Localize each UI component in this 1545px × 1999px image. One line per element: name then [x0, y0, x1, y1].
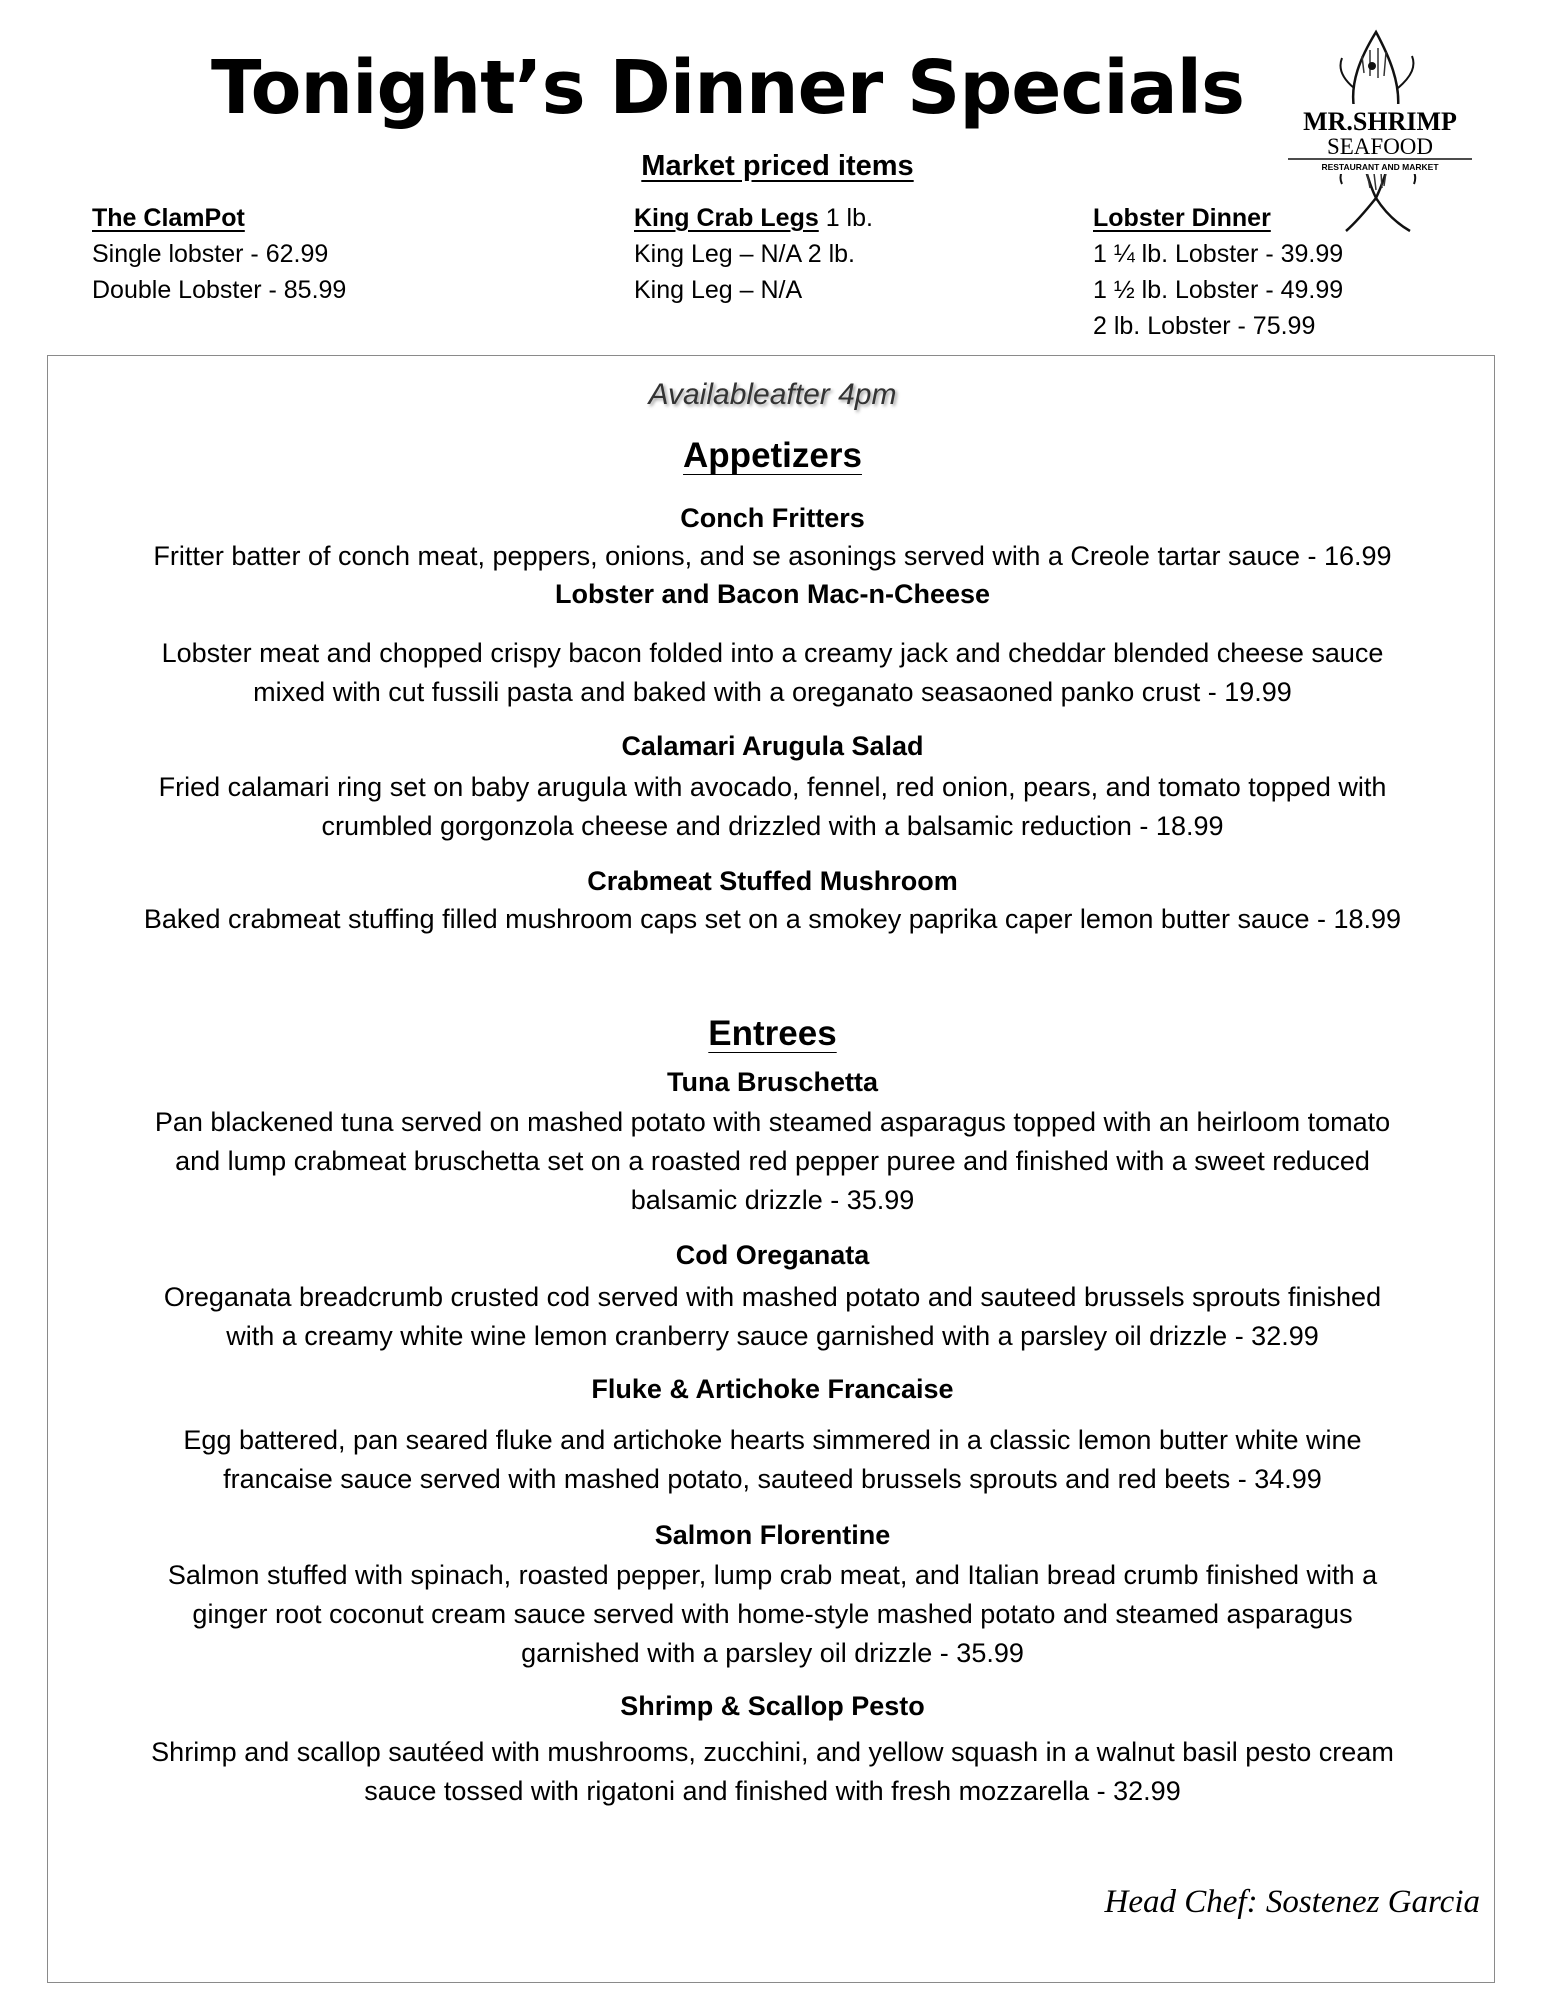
dish-name: Tuna Bruschetta: [666, 1067, 879, 1097]
dish-name: Fluke & Artichoke Francaise: [591, 1374, 954, 1404]
clampot-line: Double Lobster - 85.99: [92, 276, 347, 304]
market-king-crab: [634, 200, 873, 308]
logo-name-line2: SEAFOOD: [1326, 134, 1434, 159]
dish-description: Baked crabmeat stuffing filled mushroom caps set on a smokey paprika caper lemon butter sauce - 18.99: [143, 904, 1402, 934]
market-clampot: [92, 200, 346, 308]
lobster-dinner-line: 1 ½ lb. Lobster - 49.99: [1093, 276, 1344, 304]
logo-name-line1: MR.SHRIMP: [1303, 107, 1457, 136]
dish-description: Salmon stuffed with spinach, roasted pepper, lump crab meat, and Italian bread crumb finished with a ginger root coconut cream sauce served with home-style mashed potato and steamed asparagus garnished with a parsley oil drizzle - 35.99: [167, 1560, 1378, 1668]
dish-description: Shrimp and scallop sautéed with mushrooms, zucchini, and yellow squash in a walnut basil pesto cream sauce tossed with rigatoni and finished with fresh mozzarella - 32.99: [151, 1737, 1394, 1806]
king-crab-line: King Leg – N/A: [634, 276, 803, 304]
head-chef-signature: Head Chef: Sostenez Garcia: [1104, 1884, 1480, 1920]
market-lobster-dinner: [1093, 200, 1343, 344]
dish-name: Crabmeat Stuffed Mushroom: [587, 866, 958, 896]
lobster-dinner-heading: Lobster Dinner: [1093, 204, 1271, 232]
availability-note: Availableafter 4pm: [648, 378, 897, 411]
page-title: Tonight’s Dinner Specials: [210, 45, 1245, 131]
dish-description: Fried calamari ring set on baby arugula with avocado, fennel, red onion, pears, and tomato topped with crumbled gorgonzola cheese and drizzled with a balsamic reduction - 18.99: [158, 772, 1387, 841]
king-crab-heading: King Crab Legs: [634, 204, 819, 232]
king-crab-line: King Leg – N/A 2 lb.: [634, 240, 855, 268]
dish-description: Lobster meat and chopped crispy bacon folded into a creamy jack and cheddar blended cheese sauce mixed with cut fussili pasta and baked with a oreganato seasaoned panko crust - 19.99: [161, 638, 1384, 707]
dish-description: Fritter batter of conch meat, peppers, onions, and se asonings served with a Creole tartar sauce - 16.99: [153, 541, 1392, 571]
entrees-heading: Entrees: [708, 1014, 837, 1053]
dish-name: Calamari Arugula Salad: [621, 731, 924, 761]
dish-description: Egg battered, pan seared fluke and artichoke hearts simmered in a classic lemon butter white wine francaise sauce served with mashed potato, sauteed brussels sprouts and red beets - 34.99: [183, 1425, 1362, 1494]
lobster-dinner-line: 1 ¼ lb. Lobster - 39.99: [1093, 240, 1344, 268]
clampot-heading: The ClamPot: [92, 204, 245, 232]
dish-name: Cod Oreganata: [675, 1240, 870, 1270]
logo-tagline: RESTAURANT AND MARKET: [1321, 162, 1439, 172]
dish-description: Oreganata breadcrumb crusted cod served with mashed potato and sauteed brussels sprouts finished with a creamy white wine lemon cranberry sauce garnished with a parsley oil drizzle - 32.99: [163, 1282, 1382, 1351]
dish-name: Salmon Florentine: [654, 1520, 891, 1550]
dish-name: Lobster and Bacon Mac-n-Cheese: [554, 579, 991, 609]
clampot-line: Single lobster - 62.99: [92, 240, 329, 268]
dish-name: Conch Fritters: [680, 503, 865, 533]
king-crab-weight: 1 lb.: [818, 204, 873, 232]
dish-description: Pan blackened tuna served on mashed potato with steamed asparagus topped with an heirloom tomato and lump crabmeat bruschetta set on a roasted red pepper puree and finished with a sweet reduced balsamic drizzle - 35.99: [154, 1107, 1391, 1215]
appetizers-heading: Appetizers: [683, 436, 862, 475]
lobster-dinner-line: 2 lb. Lobster - 75.99: [1093, 312, 1316, 340]
dish-name: Shrimp & Scallop Pesto: [620, 1691, 925, 1721]
market-subtitle: Market priced items: [641, 150, 914, 182]
